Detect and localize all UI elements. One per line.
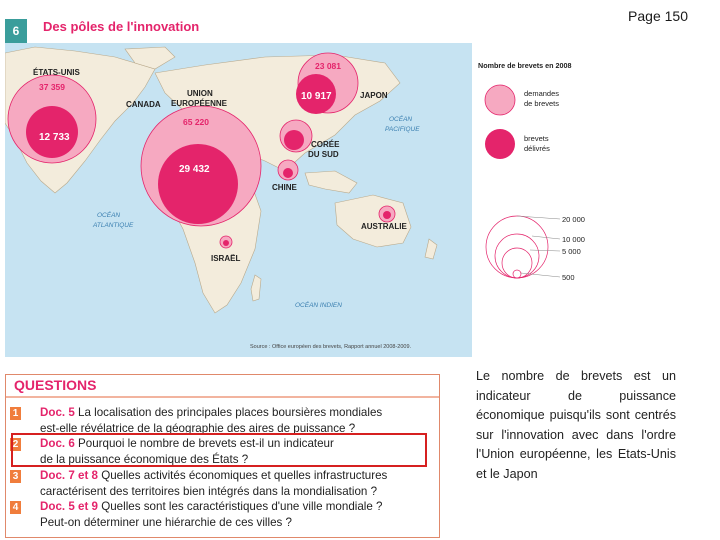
document-number-badge: 6 <box>5 19 27 43</box>
question-item <box>10 499 434 531</box>
question-line-1: Quelles activités économiques et quelles infrastructures <box>98 469 388 482</box>
usa-granted-value: 12 733 <box>39 132 70 143</box>
question-reference: Doc. 5 et 9 <box>40 500 98 513</box>
ocean-label-atlantic-2: ATLANTIQUE <box>93 222 134 229</box>
label-australia: AUSTRALIE <box>361 222 407 231</box>
question-line-2: caractérisent des territoires bien intégrés dans la mondialisation ? <box>40 485 378 498</box>
map-legend <box>472 43 603 357</box>
map-svg <box>5 43 472 357</box>
label-usa: ÉTATS-UNIS <box>33 68 80 77</box>
leader-20000 <box>517 216 560 219</box>
korea-granted-circle <box>284 130 304 150</box>
questions-divider <box>6 396 439 398</box>
china-granted-circle <box>283 168 293 178</box>
scale-circle-500 <box>513 270 521 278</box>
question-number: 4 <box>10 501 21 514</box>
questions-heading: QUESTIONS <box>14 377 97 393</box>
label-israel: ISRAËL <box>211 254 241 263</box>
map-source: Source : Office européen des brevets, Rapport annuel 2008-2009. <box>250 344 412 350</box>
leader-5000 <box>530 250 560 251</box>
legend-granted-label-2: délivrés <box>524 144 550 153</box>
ocean-label-pacific: OCÉAN <box>389 116 413 123</box>
label-eu-1: UNION <box>187 89 213 98</box>
question-number: 2 <box>10 438 21 451</box>
legend-granted-label-1: brevets <box>524 134 549 143</box>
question-line-1: Pourquoi le nombre de brevets est-il un indicateur <box>74 437 334 450</box>
world-map <box>5 43 472 357</box>
question-line-2: est-elle révélatrice de la géographie des aires de puissance ? <box>40 422 356 435</box>
usa-requests-value: 37 359 <box>39 82 65 92</box>
question-line-2: Peut-on déterminer une hiérarchie de ces villes ? <box>40 516 292 529</box>
document-header <box>5 15 603 43</box>
document-6 <box>5 15 603 357</box>
scale-circle-10000 <box>495 234 539 278</box>
question-item <box>10 468 434 500</box>
legend-svg <box>472 43 603 357</box>
japan-granted-value: 10 917 <box>301 91 332 102</box>
legend-granted-swatch <box>485 129 515 159</box>
legend-title: Nombre de brevets en 2008 <box>478 61 572 70</box>
label-japan: JAPON <box>360 91 388 100</box>
eu-granted-value: 29 432 <box>179 164 210 175</box>
eu-requests-value: 65 220 <box>183 117 209 127</box>
question-text <box>40 499 432 531</box>
japan-requests-value: 23 081 <box>315 61 341 71</box>
legend-requests-label-2: de brevets <box>524 99 560 108</box>
question-reference: Doc. 7 et 8 <box>40 469 98 482</box>
page-number: Page 150 <box>628 8 688 24</box>
label-china: CHINE <box>272 183 297 192</box>
question-number: 1 <box>10 407 21 420</box>
scale-value-20000: 20 000 <box>562 215 585 224</box>
scale-value-500: 500 <box>562 273 575 282</box>
question-number: 3 <box>10 470 21 483</box>
scale-circle-20000 <box>486 216 548 278</box>
question-line-1: La localisation des principales places boursières mondiales <box>74 406 383 419</box>
australia-granted-circle <box>383 211 391 219</box>
answer-text: Le nombre de brevets est un indicateur de puissance économique puisqu'ils sont centrés sur l'innovation avec dans l'ordre l'Union européenne, les Etats-Unis et le Japon <box>476 369 676 481</box>
eu-granted-circle <box>158 144 238 224</box>
question-2-highlight <box>11 433 427 467</box>
question-text <box>40 468 432 500</box>
israel-granted-circle <box>223 240 229 246</box>
label-korea-1: CORÉE <box>311 140 340 149</box>
legend-requests-swatch <box>485 85 515 115</box>
legend-requests-label-1: demandes <box>524 89 560 98</box>
question-reference: Doc. 5 <box>40 406 75 419</box>
scale-value-10000: 10 000 <box>562 235 585 244</box>
question-line-1: Quelles sont les caractéristiques d'une ville mondiale ? <box>98 500 383 513</box>
label-canada: CANADA <box>126 100 161 109</box>
ocean-label-pacific-2: PACIFIQUE <box>385 126 420 133</box>
ocean-label-indian: OCÉAN INDIEN <box>295 302 342 309</box>
document-title: Des pôles de l'innovation <box>43 19 200 34</box>
legend-scale-circles <box>486 216 548 278</box>
question-line-2: de la puissance économique des États ? <box>40 453 249 466</box>
scale-value-5000: 5 000 <box>562 247 581 256</box>
label-korea-2: DU SUD <box>308 150 339 159</box>
legend-scale-values <box>562 215 585 282</box>
label-eu-2: EUROPÉENNE <box>171 99 228 108</box>
ocean-label-atlantic: OCÉAN <box>97 212 121 219</box>
question-reference: Doc. 6 <box>40 437 75 450</box>
